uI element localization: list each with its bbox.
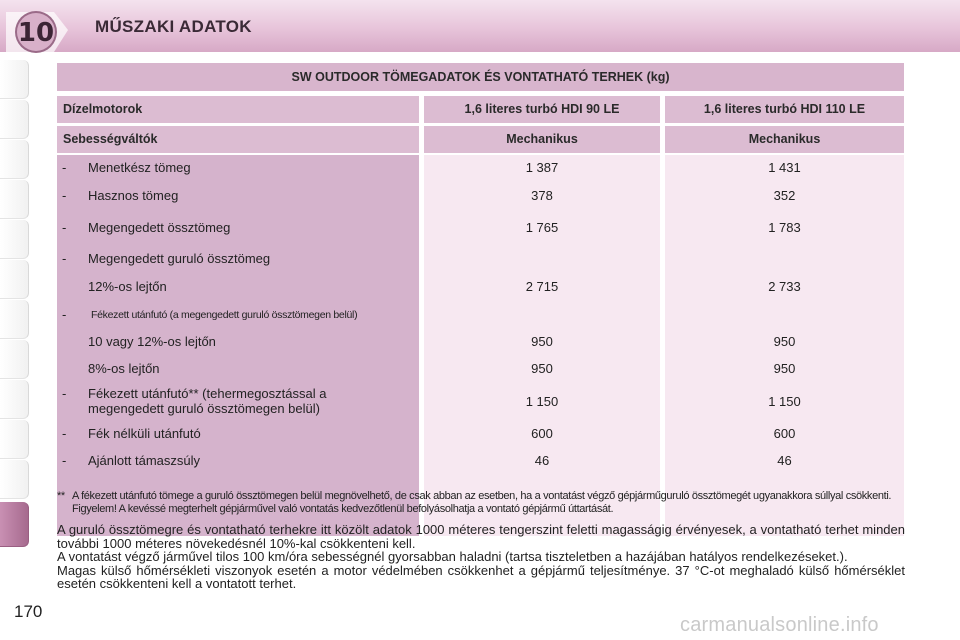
chapter-tab[interactable] [0, 460, 29, 499]
row-value-b: 1 431 [768, 160, 801, 175]
row-value-a: 2 715 [525, 279, 559, 294]
chapter-tab[interactable] [0, 140, 29, 179]
row-value-a: 378 [531, 188, 553, 203]
row-value-a: 950 [531, 361, 553, 376]
watermark: carmanualsonline.info [680, 614, 879, 636]
chapter-tab[interactable] [0, 340, 29, 379]
footnote-text: A fékezett utánfutó tömege a guruló össztömegen belül megnövelhető, de csak abban az esetben, ha a vontatást végző gépjárműguruló össztömegét ugyanakkora súllyal csökkenti. Figyelem! A kevéssé megterhelt gépjárművel való vontatás kedvezőtlenül befolyásolhatja a vontató gépjármű úttartását. [72, 490, 892, 515]
engine-a: 1,6 literes turbó HDI 90 LE [424, 96, 660, 123]
page-number: 170 [14, 602, 43, 621]
gearbox-b: Mechanikus [665, 126, 904, 153]
body-paragraph: A guruló össztömegre és vontatható terhekre itt közölt adatok 1000 méteres tengerszint feletti magasságig érvényesek, a vontatható terhet minden további 1000 méteres növekedésnél 10%-kal csökkenteni kell. [57, 522, 905, 551]
row-value-a: 1 387 [525, 160, 559, 175]
row-dash: - [62, 386, 67, 401]
footnote-mark: ** [57, 490, 65, 502]
chapter-tab[interactable] [0, 100, 29, 139]
engine-b: 1,6 literes turbó HDI 110 LE [665, 96, 904, 123]
body-paragraph: Magas külső hőmérsékleti viszonyok esetén a motor védelmében csökkenhet a gépjármű teljesítménye. 37 °C-ot meghaladó külső hőmérséklet esetén csökkenteni kell a vontatott terhet. [57, 562, 905, 592]
row-label: Menetkész tömeg [88, 160, 191, 175]
row-label: Fékezett utánfutó** (tehermegosztással a megengedett guruló össztömegen belül) [88, 386, 327, 416]
chapter-tab[interactable] [0, 180, 29, 219]
page-title: MŰSZAKI ADATOK [95, 17, 252, 36]
row-value-b: 1 150 [768, 394, 801, 409]
row-value-a: 1 150 [525, 394, 559, 409]
row-value-b: 950 [773, 334, 796, 349]
row-label: Megengedett guruló össztömeg [88, 251, 271, 266]
row-dash: - [62, 453, 67, 468]
row-value-a: 46 [534, 453, 550, 468]
chapter-tab[interactable] [0, 260, 29, 299]
row-label: Fék nélküli utánfutó [88, 426, 201, 441]
chapter-tab-strip [0, 60, 34, 605]
chapter-tab[interactable] [0, 380, 29, 419]
chapter-tab-active[interactable] [0, 502, 29, 547]
row-dash: - [62, 251, 67, 266]
chapter-tab[interactable] [0, 220, 29, 259]
row-dash: - [62, 188, 67, 203]
row-dash: - [62, 307, 67, 322]
row-label: Ajánlott támaszsúly [88, 453, 200, 468]
engine-label: Dízelmotorok [57, 96, 419, 123]
row-value-b: 600 [773, 426, 796, 441]
chapter-tab[interactable] [0, 420, 29, 459]
row-value-a: 950 [531, 334, 553, 349]
row-value-b: 950 [773, 361, 796, 376]
row-value-a: 1 765 [525, 220, 559, 235]
body-text [57, 523, 905, 591]
chapter-tab[interactable] [0, 60, 29, 99]
row-label: Fékezett utánfutó (a megengedett guruló össztömegen belül) [91, 309, 358, 321]
row-label: 8%-os lejtőn [88, 361, 160, 376]
chapter-badge [6, 8, 70, 56]
row-value-b: 46 [777, 453, 792, 468]
table-title: SW OUTDOOR TÖMEGADATOK ÉS VONTATHATÓ TERHEK (kg) [57, 63, 904, 91]
chapter-number: 10 [17, 18, 55, 48]
gearbox-label: Sebességváltók [57, 126, 419, 153]
row-value-b: 2 733 [768, 279, 801, 294]
body-paragraph: A vontatást végző járművel tilos 100 km/óra sebességnél gyorsabban haladni (tartsa tiszteletben a hazájában hatályos rendelkezéseket.). [57, 549, 848, 565]
gearbox-a: Mechanikus [424, 126, 660, 153]
row-dash: - [62, 426, 67, 441]
page-header [0, 0, 960, 52]
footnote [57, 490, 907, 516]
row-value-a: 600 [531, 426, 553, 441]
chapter-tab[interactable] [0, 300, 29, 339]
row-value-b: 1 783 [768, 220, 801, 235]
row-dash: - [62, 160, 67, 175]
row-label: 10 vagy 12%-os lejtőn [88, 334, 216, 349]
row-dash: - [62, 220, 67, 235]
row-label: 12%-os lejtőn [88, 279, 167, 294]
row-value-b: 352 [773, 188, 796, 203]
row-label: Megengedett össztömeg [88, 220, 231, 235]
row-label: Hasznos tömeg [88, 188, 179, 203]
